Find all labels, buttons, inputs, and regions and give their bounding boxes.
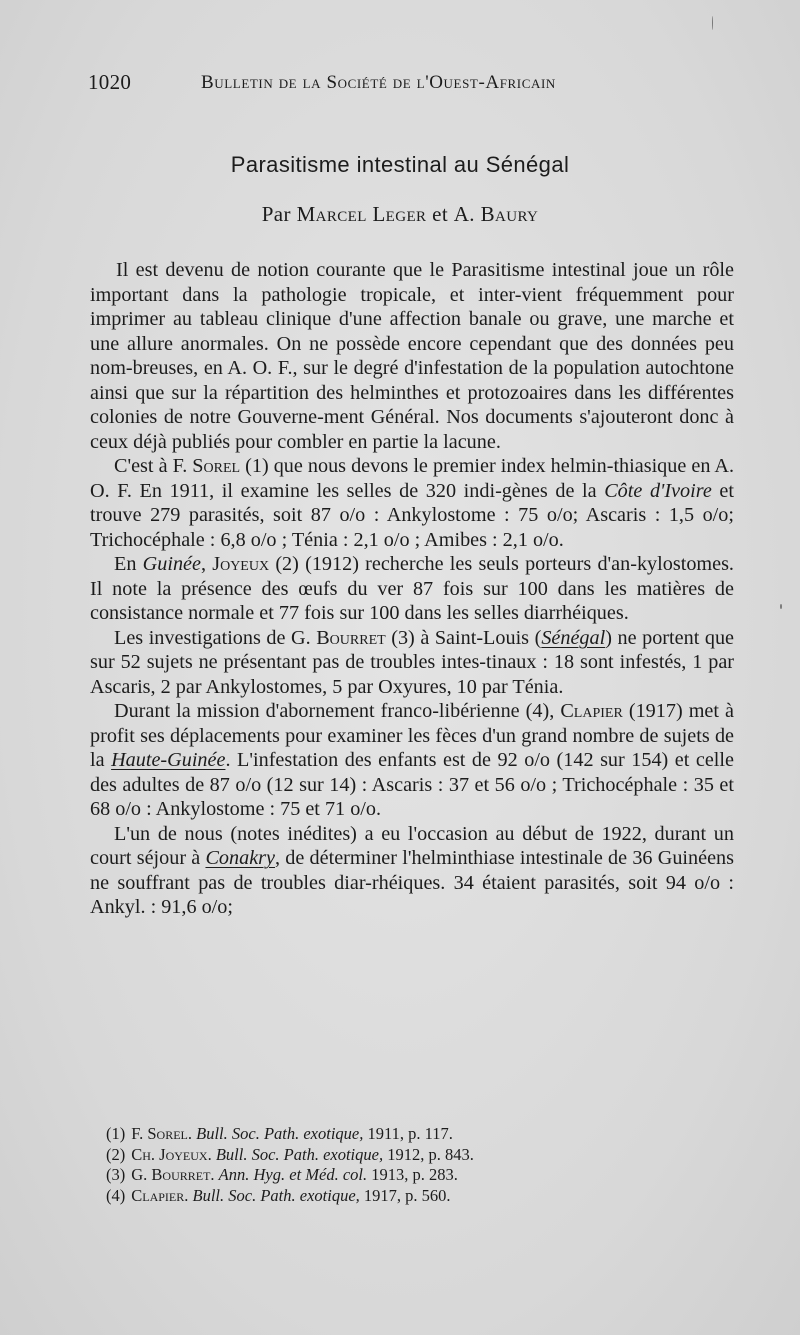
text-segment: Bourret <box>316 626 386 649</box>
text-segment: . L'infestation des enfants est de 92 o/o (142 sur 154) et celle des adultes de 87 o/o (12 sur 14) : Ascaris : 37 et 56 o/o ; Trichocéphale : 35 et 68 o/o : Ankylostome : 75 et 71 o/o. <box>90 749 734 820</box>
text-segment: L'un de nous (notes inédites) a eu l'occasion au début de 1922, durant un court séjour à <box>90 822 734 869</box>
byline-conjunction: et <box>432 202 449 226</box>
text-segment: et trouve 279 parasités, soit 87 o/o : Ankylostome : 75 o/o; Ascaris : 1,5 o/o; Trichocéphale : 6,8 o/o ; Ténia : 2,1 o/o ; Amibes : 2,1 o/o. <box>90 479 734 551</box>
body-paragraph <box>90 258 734 454</box>
text-segment: Les investigations de G. <box>114 626 317 649</box>
body-paragraph <box>90 552 734 626</box>
text-segment: Haute-Guinée <box>111 749 226 771</box>
text-segment: Conakry <box>205 847 275 869</box>
text-segment: Guinée <box>142 553 201 575</box>
footnote-author: G. Bourret. <box>131 1165 215 1184</box>
footnote-marker: (3) <box>106 1165 126 1184</box>
text-segment: (3) à Saint-Louis ( <box>385 626 542 649</box>
text-segment: (1) que nous devons le premier index helmin-thiasique en A. O. F. En 1911, il examine les selles de 320 indi-gènes de la <box>90 455 734 502</box>
footnote-reference: 1912, p. 843. <box>387 1144 474 1164</box>
footnote-reference: 1911, p. 117. <box>367 1124 453 1143</box>
body-paragraph <box>90 454 734 552</box>
footnote <box>106 1124 726 1145</box>
body-paragraph <box>90 822 734 920</box>
page-number: 1020 <box>88 70 132 94</box>
footnote-author: Ch. Joyeux. <box>131 1144 212 1164</box>
footnote <box>106 1145 726 1166</box>
text-segment: , <box>200 553 213 575</box>
text-segment: En <box>114 553 143 575</box>
text-segment: Sénégal <box>541 626 606 649</box>
footnotes <box>106 1124 726 1206</box>
footnote-source: Ann. Hyg. et Méd. col. <box>218 1165 368 1184</box>
body-paragraph <box>90 626 734 700</box>
text-segment: Sorel <box>192 455 241 477</box>
running-head <box>88 70 720 94</box>
paper-speck <box>712 16 713 30</box>
text-segment: Il est devenu de notion courante que le Parasitisme intestinal joue un rôle important dans la pathologie tropicale, et inter-vient fréquemment pour imprimer au tableau clinique d'une affection banale ou grave, une marche et une allure anormales. On ne possède encore cependant que des données peu nom-breuses, en A. O. F., sur le degré d'infestation de la population autochtone ainsi que sur la répartition des helminthes et protozoaires dans les différentes colonies de notre Gouverne-ment Général. Nos documents s'ajouteront donc à ceux déjà publiés pour combler en partie la lacune. <box>90 259 734 453</box>
footnote <box>106 1186 726 1207</box>
text-segment: Clapier <box>560 700 623 722</box>
text-segment: ) ne portent que sur 52 sujets ne présentant pas de troubles intes-tinaux : 18 sont infestés, 1 par Ascaris, 2 par Ankylostomes, 5 par Oxyures, 10 par Ténia. <box>90 626 735 698</box>
footnote-marker: (1) <box>106 1124 126 1143</box>
footnote-reference: 1917, p. 560. <box>363 1185 451 1205</box>
author-name: Marcel Leger <box>296 202 427 226</box>
text-segment: , de déterminer l'helminthiase intestinale de 36 Guinéens ne souffrant pas de troubles diar-rhéiques. 34 étaient parasités, soit 94 o/o : Ankyl. : 91,6 o/o; <box>90 847 734 918</box>
text-segment: Durant la mission d'abornement franco-libérienne (4), <box>114 700 561 722</box>
footnote-source: Bull. Soc. Path. exotique, <box>196 1124 364 1143</box>
footnote-marker: (4) <box>106 1185 126 1205</box>
footnote-source: Bull. Soc. Path. exotique, <box>215 1144 384 1164</box>
article-title: Parasitisme intestinal au Sénégal <box>230 152 570 177</box>
byline-prefix: Par <box>261 202 291 226</box>
journal-title: Bulletin de la Société de l'Ouest-Africain <box>201 72 556 93</box>
footnote-source: Bull. Soc. Path. exotique, <box>192 1185 360 1205</box>
text-segment: (1917) met à profit ses déplacements pour examiner les fèces d'un grand nombre de sujets de la <box>90 700 734 771</box>
text-segment: (2) (1912) recherche les seuls porteurs d'an-kylostomes. Il note la présence des œufs du ver 87 fois sur 100 dans les matières de consistance normale et 77 fois sur 100 dans les selles diarrhéiques. <box>90 553 734 624</box>
footnote-author: Clapier. <box>131 1185 189 1205</box>
body-paragraph <box>90 699 734 822</box>
text-segment: Joyeux <box>212 553 270 575</box>
article-body <box>90 258 734 920</box>
byline <box>0 202 800 227</box>
author-name: A. Baury <box>453 202 539 226</box>
footnote-marker: (2) <box>106 1144 126 1164</box>
text-segment: C'est à F. <box>114 455 193 477</box>
paper-speck <box>780 604 782 609</box>
footnote <box>106 1165 726 1186</box>
footnote-reference: 1913, p. 283. <box>371 1165 458 1184</box>
footnote-author: F. Sorel. <box>131 1124 192 1143</box>
text-segment: Côte d'Ivoire <box>604 479 712 502</box>
